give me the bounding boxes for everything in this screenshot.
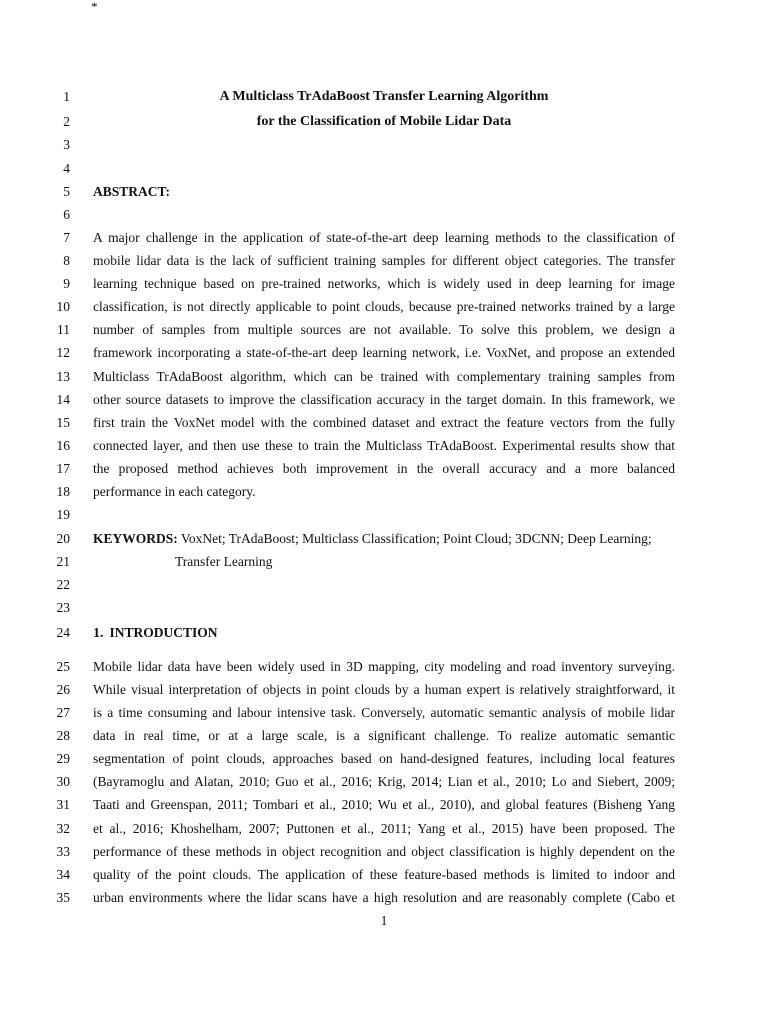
intro-line: et al., 2016; Khoshelham, 2007; Puttonen et al., 2011; Yang et al., 2015) have been proposed. The	[93, 821, 675, 836]
keywords-line-1	[93, 531, 675, 547]
intro-line: performance of these methods in object recognition and object classification is highly dependent on the	[93, 844, 675, 859]
line-number: 33	[56, 844, 70, 859]
line-number: 2	[63, 114, 70, 129]
line-number: 20	[56, 531, 70, 546]
line-number: 17	[56, 461, 70, 476]
abstract-line: mobile lidar data is the lack of sufficient training samples for different object categories. The transfer	[93, 253, 675, 268]
abstract-line: A major challenge in the application of state-of-the-art deep learning methods to the classification of	[93, 230, 675, 245]
intro-line: While visual interpretation of objects in point clouds by a human expert is relatively straightforward, it	[93, 682, 675, 697]
line-number: 3	[63, 137, 70, 152]
line-number: 28	[56, 728, 70, 743]
section-number: 1.	[93, 626, 104, 641]
line-number: 18	[56, 484, 70, 499]
line-number: 11	[57, 322, 70, 337]
line-number: 31	[56, 797, 70, 812]
line-number: 15	[56, 415, 70, 430]
line-number: 19	[56, 507, 70, 522]
abstract-line: number of samples from multiple sources are not available. To solve this problem, we design a	[93, 322, 675, 337]
line-number: 1	[63, 89, 70, 104]
abstract-line: the proposed method achieves both improvement in the overall accuracy and a more balanced	[93, 461, 675, 476]
paper-title-line-1: A Multiclass TrAdaBoost Transfer Learning Algorithm	[219, 89, 549, 104]
abstract-line: framework incorporating a state-of-the-art deep learning network, i.e. VoxNet, and propose an extended	[93, 345, 675, 360]
line-number: 13	[56, 369, 70, 384]
header-marker: *	[91, 0, 98, 14]
line-number: 34	[56, 867, 70, 882]
section-heading-introduction	[93, 625, 218, 642]
abstract-line: performance in each category.	[93, 484, 256, 499]
page-number: 1	[380, 913, 388, 928]
abstract-line: other source datasets to improve the classification accuracy in the target domain. In this framework, we	[93, 392, 675, 407]
intro-line: is a time consuming and labour intensive task. Conversely, automatic semantic analysis of mobile lidar	[93, 705, 675, 720]
abstract-line: connected layer, and then use these to train the Multiclass TrAdaBoost. Experimental results show that	[93, 438, 675, 453]
keywords-list: VoxNet; TrAdaBoost; Multiclass Classification; Point Cloud; 3DCNN; Deep Learning;	[180, 531, 652, 546]
intro-line: segmentation of point clouds, approaches based on hand-designed features, including local features	[93, 751, 675, 766]
line-number: 9	[63, 276, 70, 291]
line-number: 6	[63, 207, 70, 222]
line-number: 26	[56, 682, 70, 697]
intro-line: Taati and Greenspan, 2011; Tombari et al., 2010; Wu et al., 2010), and global features (Bisheng Yang	[93, 797, 675, 812]
line-number: 7	[63, 230, 70, 245]
keywords-line-2: Transfer Learning	[175, 554, 273, 569]
line-number: 14	[56, 392, 70, 407]
intro-line: data in real time, or at a large scale, is a significant challenge. To realize automatic semantic	[93, 728, 675, 743]
line-number: 32	[56, 821, 70, 836]
line-number: 16	[56, 438, 70, 453]
abstract-heading: ABSTRACT:	[93, 184, 171, 199]
paper-title-line-2: for the Classification of Mobile Lidar Data	[256, 114, 512, 129]
line-number: 10	[56, 299, 70, 314]
line-number: 29	[56, 751, 70, 766]
line-number: 24	[56, 625, 70, 640]
abstract-line: first train the VoxNet model with the combined dataset and extract the feature vectors from the fully	[93, 415, 675, 430]
abstract-line: classification, is not directly applicable to point clouds, because pre-trained networks trained by a large	[93, 299, 675, 314]
abstract-line: learning technique based on pre-trained networks, which is widely used in deep learning for image	[93, 276, 675, 291]
line-number: 23	[56, 600, 70, 615]
intro-line: quality of the point clouds. The application of these feature-based methods is limited to indoor and	[93, 867, 675, 882]
abstract-line: Multiclass TrAdaBoost algorithm, which can be trained with complementary training samples from	[93, 369, 675, 384]
section-title: INTRODUCTION	[109, 625, 218, 640]
line-number: 8	[63, 253, 70, 268]
intro-line: Mobile lidar data have been widely used in 3D mapping, city modeling and road inventory surveying.	[93, 659, 675, 674]
line-number: 4	[63, 161, 70, 176]
line-number: 25	[56, 659, 70, 674]
intro-line: (Bayramoglu and Alatan, 2010; Guo et al., 2016; Krig, 2014; Lian et al., 2010; Lo and Siebert, 2009;	[93, 774, 675, 789]
line-number: 12	[56, 345, 70, 360]
line-number: 21	[56, 554, 70, 569]
line-number: 5	[63, 184, 70, 199]
intro-line: urban environments where the lidar scans have a high resolution and are reasonably complete (Cabo et	[93, 890, 675, 905]
keywords-label: KEYWORDS:	[93, 531, 178, 546]
line-number: 30	[56, 774, 70, 789]
line-number: 27	[56, 705, 70, 720]
line-number: 35	[56, 890, 70, 905]
line-number: 22	[56, 577, 70, 592]
